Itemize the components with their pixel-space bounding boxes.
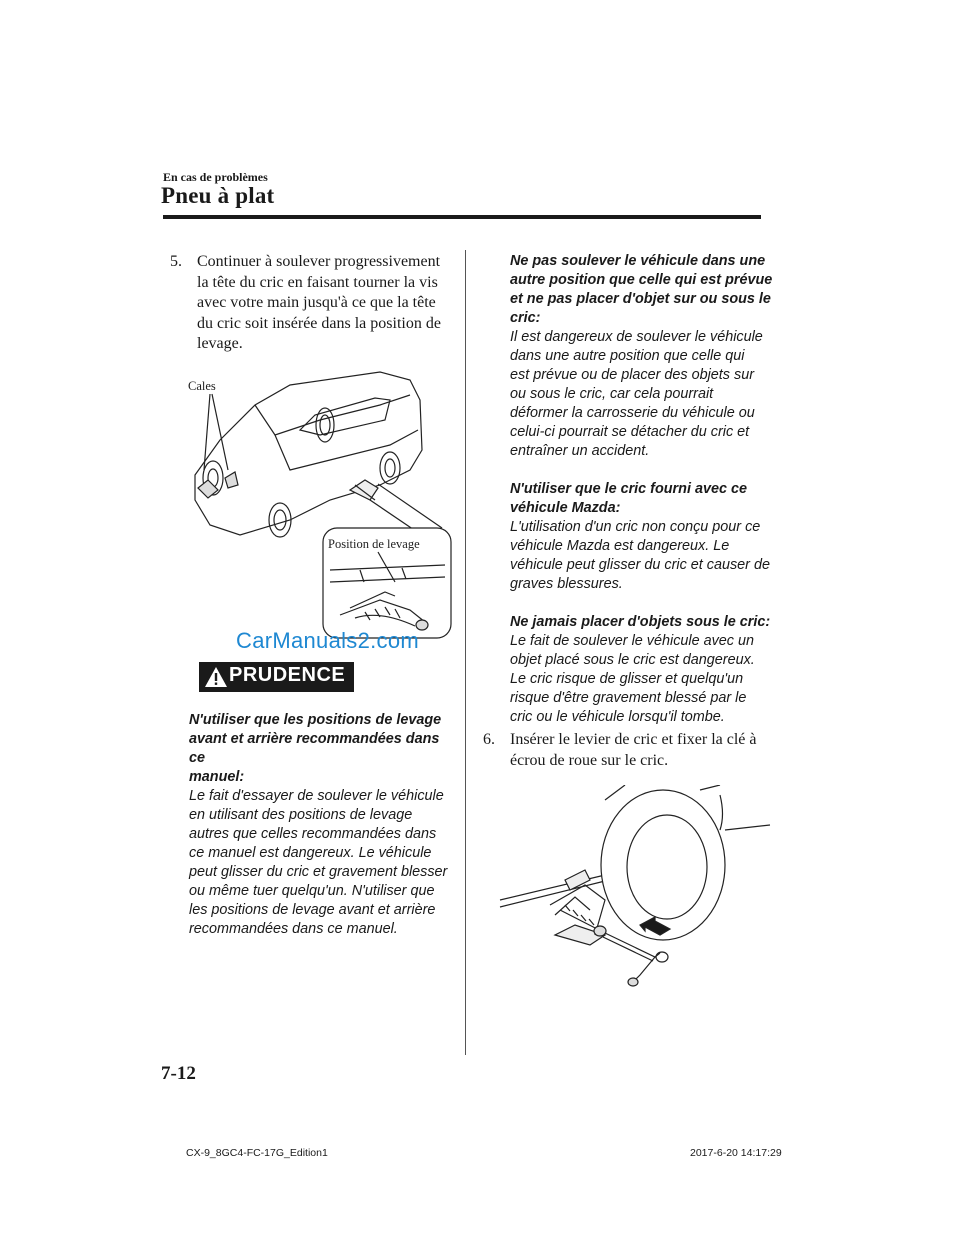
warning-heading [510, 252, 780, 328]
print-timestamp: 2017-6-20 14:17:29 [690, 1147, 782, 1159]
caution-body-line: en utilisant des positions de levage [189, 807, 413, 823]
warning-body-line: celui-ci pourrait se détacher du cric et [510, 424, 750, 440]
step-5 [170, 252, 460, 355]
step-6 [483, 730, 768, 771]
caution-heading [189, 711, 459, 787]
caution-body-line: ou même tuer quelqu'un. N'utiliser que [189, 883, 435, 899]
warning-2 [510, 480, 780, 594]
step-line: Continuer à soulever progressivement [197, 253, 441, 270]
caution-badge [199, 662, 354, 692]
warning-body-line: graves blessures. [510, 576, 623, 592]
warning-body-line: déformer la carrosserie du véhicule ou [510, 405, 755, 421]
warning-heading-line: Ne pas soulever le véhicule dans une [510, 253, 766, 269]
caution-body-line: peut glisser du cric et gravement blesser [189, 864, 448, 880]
caution-heading-line: N'utiliser que les positions de levage [189, 712, 442, 728]
warning-body-line: cric ou le véhicule lorsqu'il tombe. [510, 709, 725, 725]
warning-body-line: véhicule peut glisser du cric et causer de [510, 557, 770, 573]
warning-body [510, 518, 780, 594]
warning-heading [510, 480, 780, 518]
page-title: Pneu à plat [161, 183, 275, 208]
section-label: En cas de problèmes [163, 170, 268, 184]
warning-body-line: dans une autre position que celle qui [510, 348, 745, 364]
warning-triangle-icon [204, 665, 228, 689]
watermark: CarManuals2.com [236, 628, 420, 653]
step-number: 5. [170, 253, 182, 270]
step-line: la tête du cric en faisant tourner la vis [197, 273, 438, 291]
warning-body-line: est prévue ou de placer des objets sur [510, 367, 754, 383]
warning-body-line: Le cric risque de glisser et quelqu'un [510, 671, 744, 687]
column-divider [465, 250, 466, 1055]
warning-3 [510, 613, 780, 727]
warning-heading-line: véhicule Mazda: [510, 500, 621, 516]
title-rule [163, 215, 761, 219]
caution-body-line: recommandées dans ce manuel. [189, 921, 398, 937]
warning-heading-line: cric: [510, 310, 541, 326]
warning-body-line: objet placé sous le cric est dangereux. [510, 652, 755, 668]
jack-lever-illustration [495, 785, 780, 1000]
warning-heading-line: N'utiliser que le cric fourni avec ce [510, 481, 747, 497]
warning-body-line: Il est dangereux de soulever le véhicule [510, 329, 763, 345]
step-line: écrou de roue sur le cric. [510, 751, 669, 769]
warning-heading [510, 613, 780, 632]
warning-body-line: entraîner un accident. [510, 443, 650, 459]
warning-heading-line: et ne pas placer d'objet sur ou sous le [510, 291, 771, 307]
warning-heading-line: autre position que celle qui est prévue [510, 272, 773, 288]
caution-body-line: Le fait d'essayer de soulever le véhicule [189, 788, 444, 804]
warning-body-line: ou sous le cric, car cela pourrait [510, 386, 714, 402]
warning-body [510, 328, 780, 461]
warning-body-line: L'utilisation d'un cric non conçu pour ce [510, 519, 761, 535]
caution-heading-line: manuel: [189, 769, 245, 785]
page-number: 7-12 [161, 1063, 196, 1084]
caution-text [189, 711, 459, 939]
caution-heading-line: avant et arrière recommandées dans ce [189, 731, 440, 766]
warning-body-line: risque d'être gravement blessé par le [510, 690, 747, 706]
caution-body [189, 787, 459, 939]
step-line: du cric soit insérée dans la position de [197, 314, 441, 332]
caution-body-line: les positions de levage avant et arrière [189, 902, 436, 918]
caution-body-line: ce manuel est dangereux. Le véhicule [189, 845, 432, 861]
caution-body-line: autres que celles recommandées dans [189, 826, 437, 842]
step-line: levage. [197, 335, 243, 352]
warning-body-line: Le fait de soulever le véhicule avec un [510, 633, 754, 649]
step-number: 6. [483, 731, 495, 748]
caution-label: PRUDENCE [229, 664, 346, 686]
step-line: avec votre main jusqu'à ce que la tête [197, 294, 436, 311]
vehicle-jack-illustration [180, 360, 455, 650]
document-id: CX-9_8GC4-FC-17G_Edition1 [186, 1147, 328, 1159]
warning-body [510, 632, 780, 727]
lift-position-label: Position de levage [328, 537, 420, 551]
warning-1 [510, 252, 780, 461]
chocks-label: Cales [188, 379, 216, 393]
warning-list [510, 252, 780, 727]
warning-body-line: véhicule Mazda est dangereux. Le [510, 538, 730, 554]
step-line: Insérer le levier de cric et fixer la clé à [510, 731, 757, 748]
warning-heading-line: Ne jamais placer d'objets sous le cric: [510, 614, 771, 630]
